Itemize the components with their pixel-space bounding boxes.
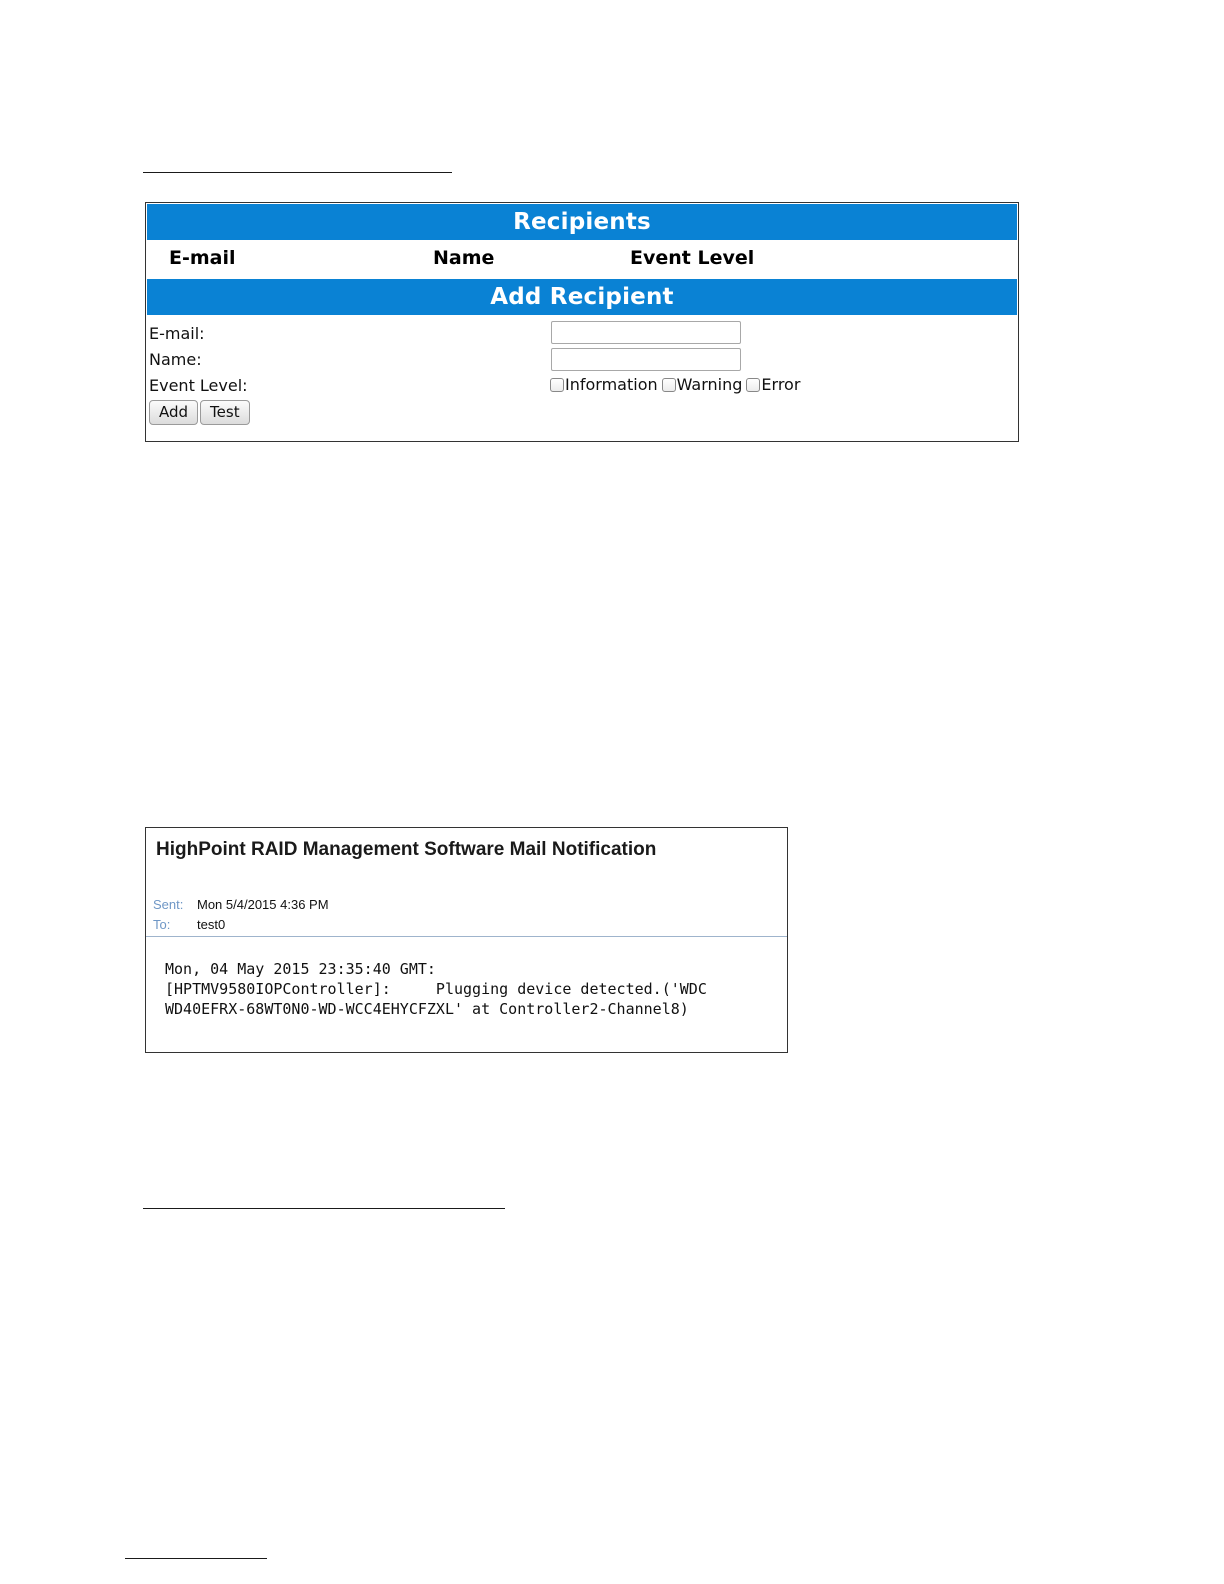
footnote-rule [125,1558,267,1559]
mail-body-line: [HPTMV9580IOPController]: Plugging device detected.('WDC [165,980,707,998]
warning-checkbox-label: Warning [676,375,743,394]
event-level-error[interactable] [746,375,800,394]
event-level-warning[interactable] [662,375,743,394]
mail-to-row [153,917,225,932]
section-underline-middle [143,1208,505,1209]
mail-body-line: WD40EFRX-68WT0N0-WD-WCC4EHYCFZXL' at Controller2-Channel8) [165,1000,689,1018]
event-level-information[interactable] [550,375,658,394]
name-label: Name: [149,350,202,369]
mail-subject: HighPoint RAID Management Software Mail Notification [156,839,657,860]
mail-to-label: To: [153,917,171,932]
email-label: E-mail: [149,324,205,343]
mail-sent-label: Sent: [153,897,184,912]
error-checkbox-label: Error [761,375,801,394]
mail-header-divider [146,936,787,937]
add-recipient-header: Add Recipient [147,279,1017,315]
recipients-panel [145,202,1019,442]
event-level-options [550,375,804,394]
section-underline-top [143,172,452,173]
test-button[interactable]: Test [200,400,250,425]
add-button[interactable]: Add [149,400,198,425]
mail-to-value: test0 [197,917,226,932]
column-header-name: Name [433,247,495,269]
recipients-header: Recipients [147,204,1017,240]
column-header-event-level: Event Level [630,247,755,269]
column-header-email: E-mail [169,247,236,269]
name-input[interactable] [551,348,741,371]
mail-body [165,959,707,1019]
mail-sent-row [153,897,329,912]
form-buttons [149,400,252,425]
email-input[interactable] [551,321,741,344]
error-checkbox[interactable] [746,378,760,392]
information-checkbox-label: Information [565,375,658,394]
mail-notification-panel [145,827,788,1053]
mail-body-line: Mon, 04 May 2015 23:35:40 GMT: [165,960,436,978]
warning-checkbox[interactable] [662,378,676,392]
mail-sent-value: Mon 5/4/2015 4:36 PM [197,897,329,912]
event-level-label: Event Level: [149,376,248,395]
information-checkbox[interactable] [550,378,564,392]
